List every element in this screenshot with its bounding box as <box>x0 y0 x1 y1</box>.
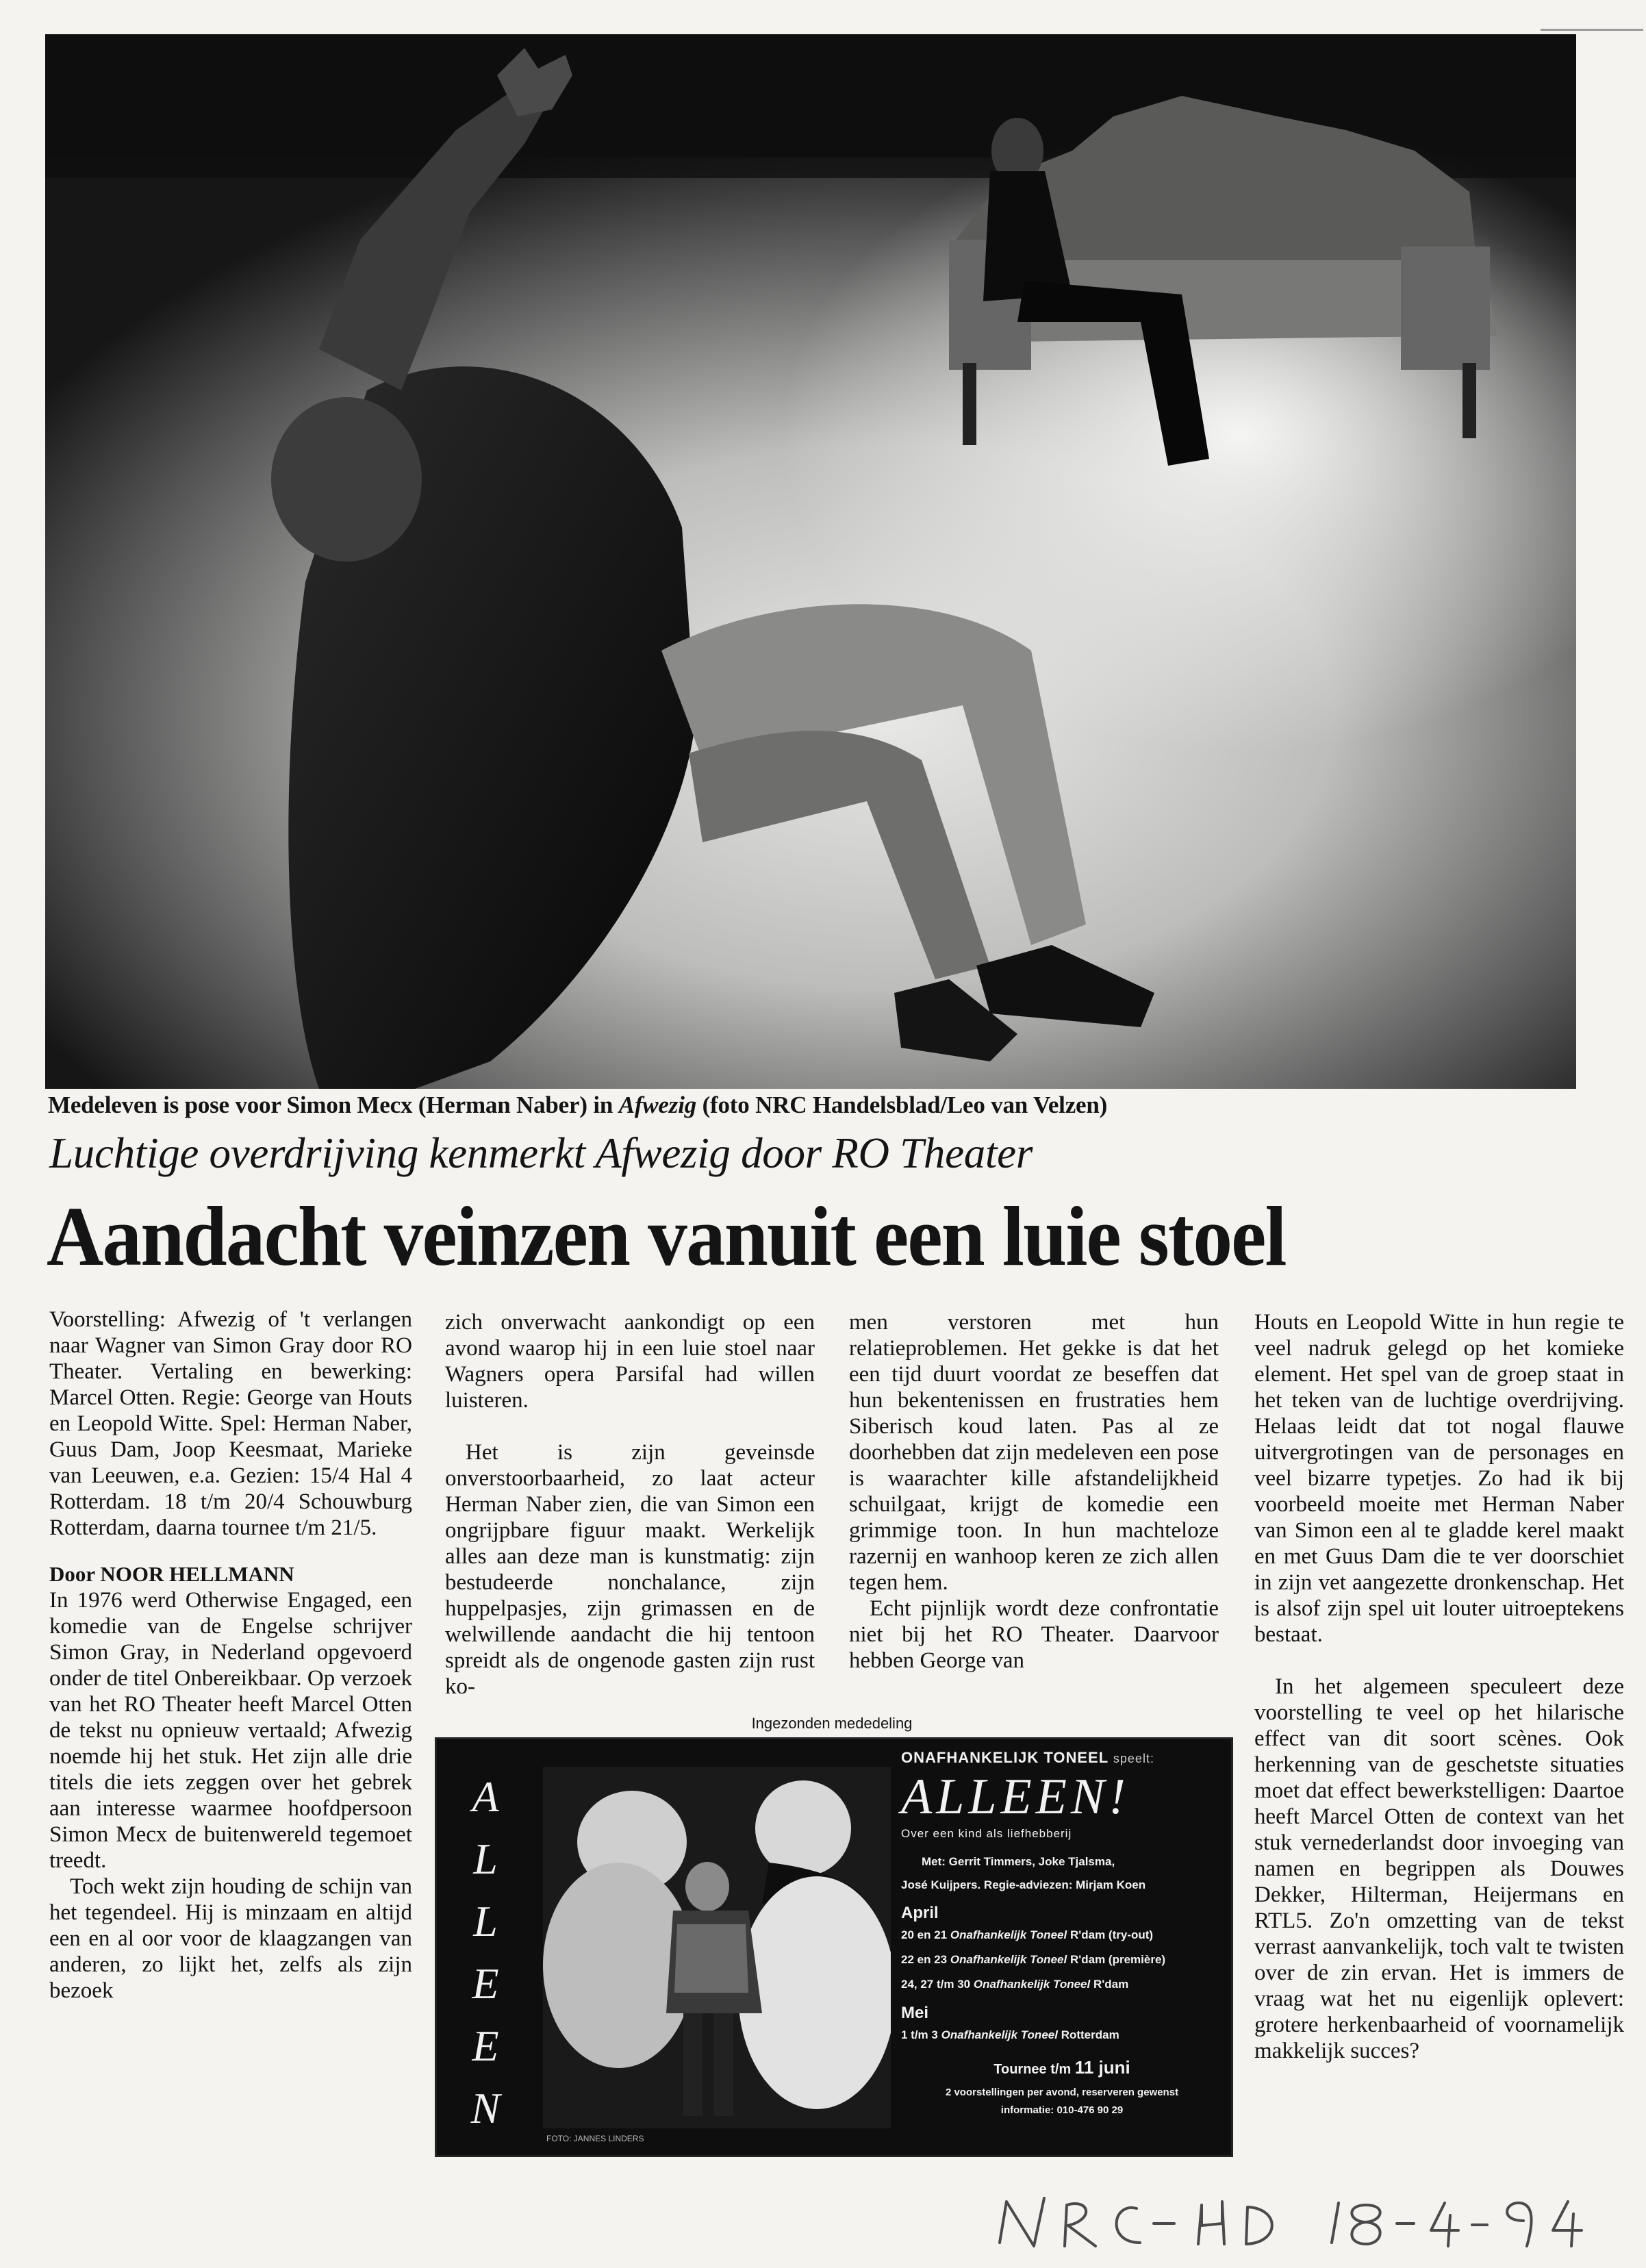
ad-title: ALLEEN! <box>901 1769 1130 1825</box>
col3-paragraph-1: men verstoren met hun relatieproblemen. Het gekke is dat het een tijd duurt voordat ze beseffen dat hun bekentenissen en frustraties hem Siberisch koud laten. Pas al ze doorhebben dat zijn medeleven een pose is waarachter kille afstandelijkheid schuilgaat, krijgt de komedie een grimmige toon. In hun machteloze razernij en wanhoop keren ze zich allen tegen hem. <box>849 1310 1219 1595</box>
production-credits: Voorstelling: Afwezig of 't verlangen naar Wagner van Simon Gray door RO Theater. Vertaling en bewerking: Marcel Otten. Regie: George van Houts en Leopold Witte. Spel: Herman Naber, Guus Dam, Joop Keesmaat, Marieke van Leeuwen, e.a. Gezien: 15/4 Hal 4 Rotterdam. 18 t/m 20/4 Schouwburg Rotterdam, daarna tournee t/m 21/5. <box>49 1307 412 1540</box>
article-column-3 <box>849 1309 1219 1674</box>
ad-tour: Tournee t/m 11 juni <box>993 2057 1130 2078</box>
col2-paragraph-1: zich onverwacht aankondigt op een avond waarop hij in een luie stoel naar Wagners opera Parsifal had willen luisteren. <box>445 1310 815 1413</box>
ad-date-row: 22 en 23 Onafhankelijk Toneel R'dam (première) <box>901 1953 1166 1966</box>
article-headline: Aandacht veinzen vanuit een luie stoel <box>47 1189 1286 1283</box>
col2-paragraph-2: Het is zijn geveinsde onverstoorbaarheid, zo laat acteur Herman Naber zien, die van Simon een ongrijpbare figuur maakt. Werkelijk alles aan deze man is kunstmatig: zijn bestudeerde nonchalance, zijn huppelpasjes, zijn grimassen en de welwillende aandacht die hij tentoon spreidt als de ongenode gasten zijn rust ko- <box>445 1440 815 1699</box>
article-column-1 <box>49 1307 412 2004</box>
article-column-2 <box>445 1309 815 1700</box>
ad-date-row: 1 t/m 3 Onafhankelijk Toneel Rotterdam <box>901 2028 1119 2041</box>
ad-organization: ONAFHANKELIJK TONEEL speelt: <box>901 1749 1154 1766</box>
ad-footer: 2 voorstellingen per avond, reserveren gewenst informatie: 010-476 90 29 <box>945 2087 1179 2116</box>
ad-vertical-title: A L L E E N <box>470 1772 501 2132</box>
article-kicker: Luchtige overdrijving kenmerkt Afwezig door RO Theater <box>49 1129 1033 1177</box>
caption-title-italic: Afwezig <box>618 1092 697 1118</box>
article-photo <box>45 34 1576 1089</box>
theater-advertisement <box>435 1737 1233 2157</box>
col1-paragraph-1: In 1976 werd Otherwise Engaged, een komedie van de Engelse schrijver Simon Gray, in Nederland opgevoerd onder de titel Onbereikbaar. Op verzoek van het RO Theater heeft Marcel Otten de tekst nu opnieuw vertaald; Afwezig noemde hij het stuk. Het zijn alle drie titels die iets zeggen over het gebrek aan interesse waarmee hoofdpersoon Simon Mecx de buitenwereld tegemoet treedt. <box>49 1588 412 1873</box>
col4-paragraph-1: Houts en Leopold Witte in hun regie te veel nadruk gelegd op het komieke element. Het spel van de groep staat in het teken van de luchtige overdrijving. Helaas leidt dat tot nogal flauwe uitvergrotingen van de personages en veel bizarre typetjes. Zo had ik bij voorbeeld moeite met Herman Naber van Simon een al te gladde kerel maakt en met Guus Dam die te ver doorschiet in zijn vet aangezette dronkenschap. Het is alsof zijn spel uit louter uitroeptekens bestaat. <box>1254 1310 1624 1647</box>
ad-month-mei: Mei <box>901 2004 929 2022</box>
ad-cast: Met: Gerrit Timmers, Joke Tjalsma, José Kuijpers. Regie-adviezen: Mirjam Koen <box>901 1855 1146 1891</box>
col4-paragraph-2: In het algemeen speculeert deze voorstelling te veel op het hilarische effect van dit soort scènes. Ook herkenning van de geschetste situaties moet dat effect bewerkstelligen: Daartoe heeft Marcel Otten de context van het stuk vernederlandst door invoeging van namen en begrippen als Douwes Dekker, Hilterman, Heijermans en RTL5. Zo'n omzetting van de tekst verrast aanvankelijk, toch valt te twisten over de zin ervan. Het is immers de vraag wat het nu eigenlijk oplevert: grotere herkenbaarheid of voornamelijk makkelijk succes? <box>1254 1674 1624 2063</box>
ad-subtitle: Over een kind als liefhebberij <box>901 1827 1072 1840</box>
photo-caption: Medeleven is pose voor Simon Mecx (Herman Naber) in Afwezig (foto NRC Handelsblad/Leo van Velzen) <box>48 1092 1108 1118</box>
ad-date-row: 20 en 21 Onafhankelijk Toneel R'dam (try-out) <box>901 1928 1154 1941</box>
ad-photo <box>543 1767 891 2128</box>
byline: Door NOOR HELLMANN <box>49 1562 294 1586</box>
ad-date-row: 24, 27 t/m 30 Onafhankelijk Toneel R'dam <box>901 1978 1129 1991</box>
ad-info <box>901 1749 1223 2119</box>
col1-paragraph-2: Toch wekt zijn houding de schijn van het tegendeel. Hij is minzaam en altijd een en al oor voor de klaagzangen van anderen, zo lijkt het, zelfs als zijn bezoek <box>49 1874 412 2003</box>
article-column-4 <box>1254 1309 1624 2064</box>
scan-edge-line <box>1541 29 1643 31</box>
ad-label: Ingezonden mededeling <box>751 1715 913 1732</box>
col3-paragraph-2: Echt pijnlijk wordt deze confrontatie niet bij het RO Theater. Daarvoor hebben George van <box>849 1596 1219 1673</box>
ad-month-april: April <box>901 1904 939 1922</box>
handwritten-date-note <box>993 2181 1595 2256</box>
ad-photo-credit: FOTO: JANNES LINDERS <box>546 2134 644 2143</box>
